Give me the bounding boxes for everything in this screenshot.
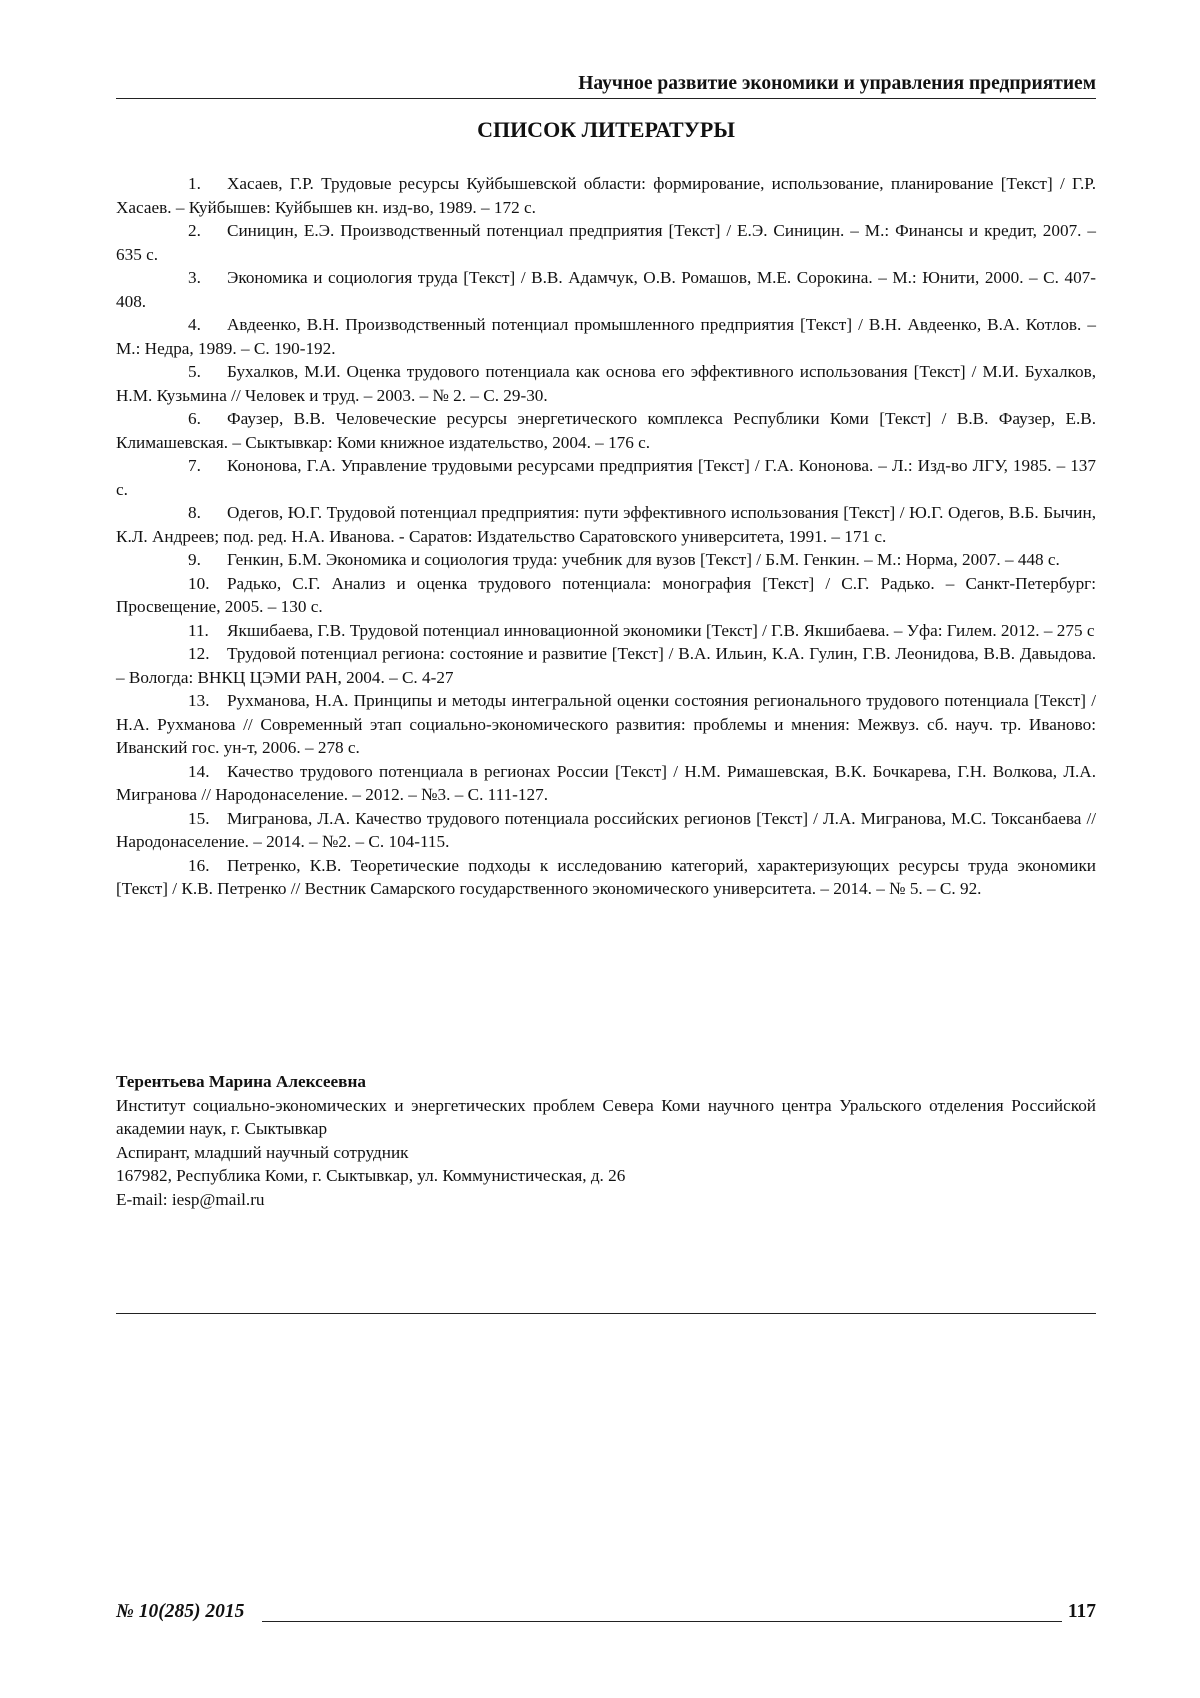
author-email: E-mail: iesp@mail.ru — [116, 1188, 1096, 1212]
reference-number: 2. — [188, 219, 227, 243]
reference-text: Якшибаева, Г.В. Трудовой потенциал инновационной экономики [Текст] / Г.В. Якшибаева. – Уфа: Гилем. 2012. – 275 с — [227, 621, 1095, 640]
reference-item — [116, 407, 1096, 454]
reference-list — [116, 172, 1096, 901]
reference-number: 16. — [188, 854, 227, 878]
reference-number: 1. — [188, 172, 227, 196]
reference-number: 7. — [188, 454, 227, 478]
section-title: СПИСОК ЛИТЕРАТУРЫ — [116, 116, 1096, 144]
reference-number: 12. — [188, 642, 227, 666]
reference-item — [116, 548, 1096, 572]
reference-number: 13. — [188, 689, 227, 713]
author-address: 167982, Республика Коми, г. Сыктывкар, ул. Коммунистическая, д. 26 — [116, 1164, 1096, 1188]
running-header: Научное развитие экономики и управления предприятием — [116, 74, 1096, 99]
reference-item — [116, 760, 1096, 807]
author-block — [116, 1070, 1096, 1211]
reference-item — [116, 172, 1096, 219]
reference-text: Авдеенко, В.Н. Производственный потенциал промышленного предприятия [Текст] / В.Н. Авдеенко, В.А. Котлов. – М.: Недра, 1989. – С. 190-192. — [116, 315, 1096, 358]
reference-item — [116, 219, 1096, 266]
reference-text: Экономика и социология труда [Текст] / В.В. Адамчук, О.В. Ромашов, М.Е. Сорокина. – М.: Юнити, 2000. – С. 407-408. — [116, 268, 1096, 311]
reference-text: Одегов, Ю.Г. Трудовой потенциал предприятия: пути эффективного использования [Текст] / Ю.Г. Одегов, В.Б. Бычин, К.Л. Андреев; под. ред. Н.А. Иванова. - Саратов: Издательство Саратовского университета, 1991. – 171 с. — [116, 503, 1096, 546]
journal-page — [0, 0, 1200, 1698]
reference-number: 3. — [188, 266, 227, 290]
reference-item — [116, 266, 1096, 313]
reference-number: 10. — [188, 572, 227, 596]
reference-text: Мигранова, Л.А. Качество трудового потенциала российских регионов [Текст] / Л.А. Мигранова, М.С. Токсанбаева // Народонаселение. – 2014. – №2. – С. 104-115. — [116, 809, 1096, 852]
author-position: Аспирант, младший научный сотрудник — [116, 1141, 1096, 1165]
reference-number: 8. — [188, 501, 227, 525]
reference-item — [116, 501, 1096, 548]
reference-item — [116, 854, 1096, 901]
reference-text: Кононова, Г.А. Управление трудовыми ресурсами предприятия [Текст] / Г.А. Кононова. – Л.: Изд-во ЛГУ, 1985. – 137 с. — [116, 456, 1096, 499]
reference-item — [116, 642, 1096, 689]
reference-text: Трудовой потенциал региона: состояние и развитие [Текст] / В.А. Ильин, К.А. Гулин, Г.В. Леонидова, В.В. Давыдова. – Вологда: ВНКЦ ЦЭМИ РАН, 2004. – С. 4-27 — [116, 644, 1096, 687]
reference-number: 6. — [188, 407, 227, 431]
reference-item — [116, 360, 1096, 407]
page-number: 117 — [1068, 1600, 1096, 1624]
reference-text: Синицин, Е.Э. Производственный потенциал предприятия [Текст] / Е.Э. Синицин. – М.: Финансы и кредит, 2007. – 635 с. — [116, 221, 1096, 264]
reference-item — [116, 313, 1096, 360]
reference-item — [116, 807, 1096, 854]
reference-text: Хасаев, Г.Р. Трудовые ресурсы Куйбышевской области: формирование, использование, планирование [Текст] / Г.Р. Хасаев. – Куйбышев: Куйбышев кн. изд-во, 1989. – 172 с. — [116, 174, 1096, 217]
reference-text: Фаузер, В.В. Человеческие ресурсы энергетического комплекса Республики Коми [Текст] / В.В. Фаузер, Е.В. Климашевская. – Сыктывкар: Коми книжное издательство, 2004. – 176 с. — [116, 409, 1096, 452]
reference-number: 14. — [188, 760, 227, 784]
page-footer — [116, 1600, 1096, 1626]
reference-number: 5. — [188, 360, 227, 384]
reference-text: Рухманова, Н.А. Принципы и методы интегральной оценки состояния регионального трудового потенциала [Текст] / Н.А. Рухманова // Современный этап социально-экономического развития: проблемы и мнения: Межвуз. сб. науч. тр. Иваново: Иванский гос. ун-т, 2006. – 278 с. — [116, 691, 1096, 757]
author-name: Терентьева Марина Алексеевна — [116, 1070, 1096, 1094]
reference-text: Бухалков, М.И. Оценка трудового потенциала как основа его эффективного использования [Текст] / М.И. Бухалков, Н.М. Кузьмина // Человек и труд. – 2003. – № 2. – С. 29-30. — [116, 362, 1096, 405]
reference-item — [116, 689, 1096, 760]
bottom-divider — [116, 1313, 1096, 1314]
reference-item — [116, 454, 1096, 501]
author-affiliation: Институт социально-экономических и энергетических проблем Севера Коми научного центра Уральского отделения Российской академии наук, г. Сыктывкар — [116, 1094, 1096, 1141]
reference-item — [116, 572, 1096, 619]
issue-number: № 10(285) 2015 — [116, 1600, 246, 1624]
reference-text: Генкин, Б.М. Экономика и социология труда: учебник для вузов [Текст] / Б.М. Генкин. – М.: Норма, 2007. – 448 с. — [227, 550, 1060, 569]
footer-rule — [262, 1621, 1062, 1622]
reference-number: 4. — [188, 313, 227, 337]
reference-number: 9. — [188, 548, 227, 572]
reference-text: Петренко, К.В. Теоретические подходы к исследованию категорий, характеризующих ресурсы труда экономики [Текст] / К.В. Петренко // Вестник Самарского государственного экономического университета. – 2014. – № 5. – С. 92. — [116, 856, 1096, 899]
reference-number: 15. — [188, 807, 227, 831]
reference-text: Качество трудового потенциала в регионах России [Текст] / Н.М. Римашевская, В.К. Бочкарева, Г.Н. Волкова, Л.А. Мигранова // Народонаселение. – 2012. – №3. – С. 111-127. — [116, 762, 1096, 805]
reference-item — [116, 619, 1096, 643]
reference-text: Радько, С.Г. Анализ и оценка трудового потенциала: монография [Текст] / С.Г. Радько. – Санкт-Петербург: Просвещение, 2005. – 130 с. — [116, 574, 1096, 617]
reference-number: 11. — [188, 619, 227, 643]
